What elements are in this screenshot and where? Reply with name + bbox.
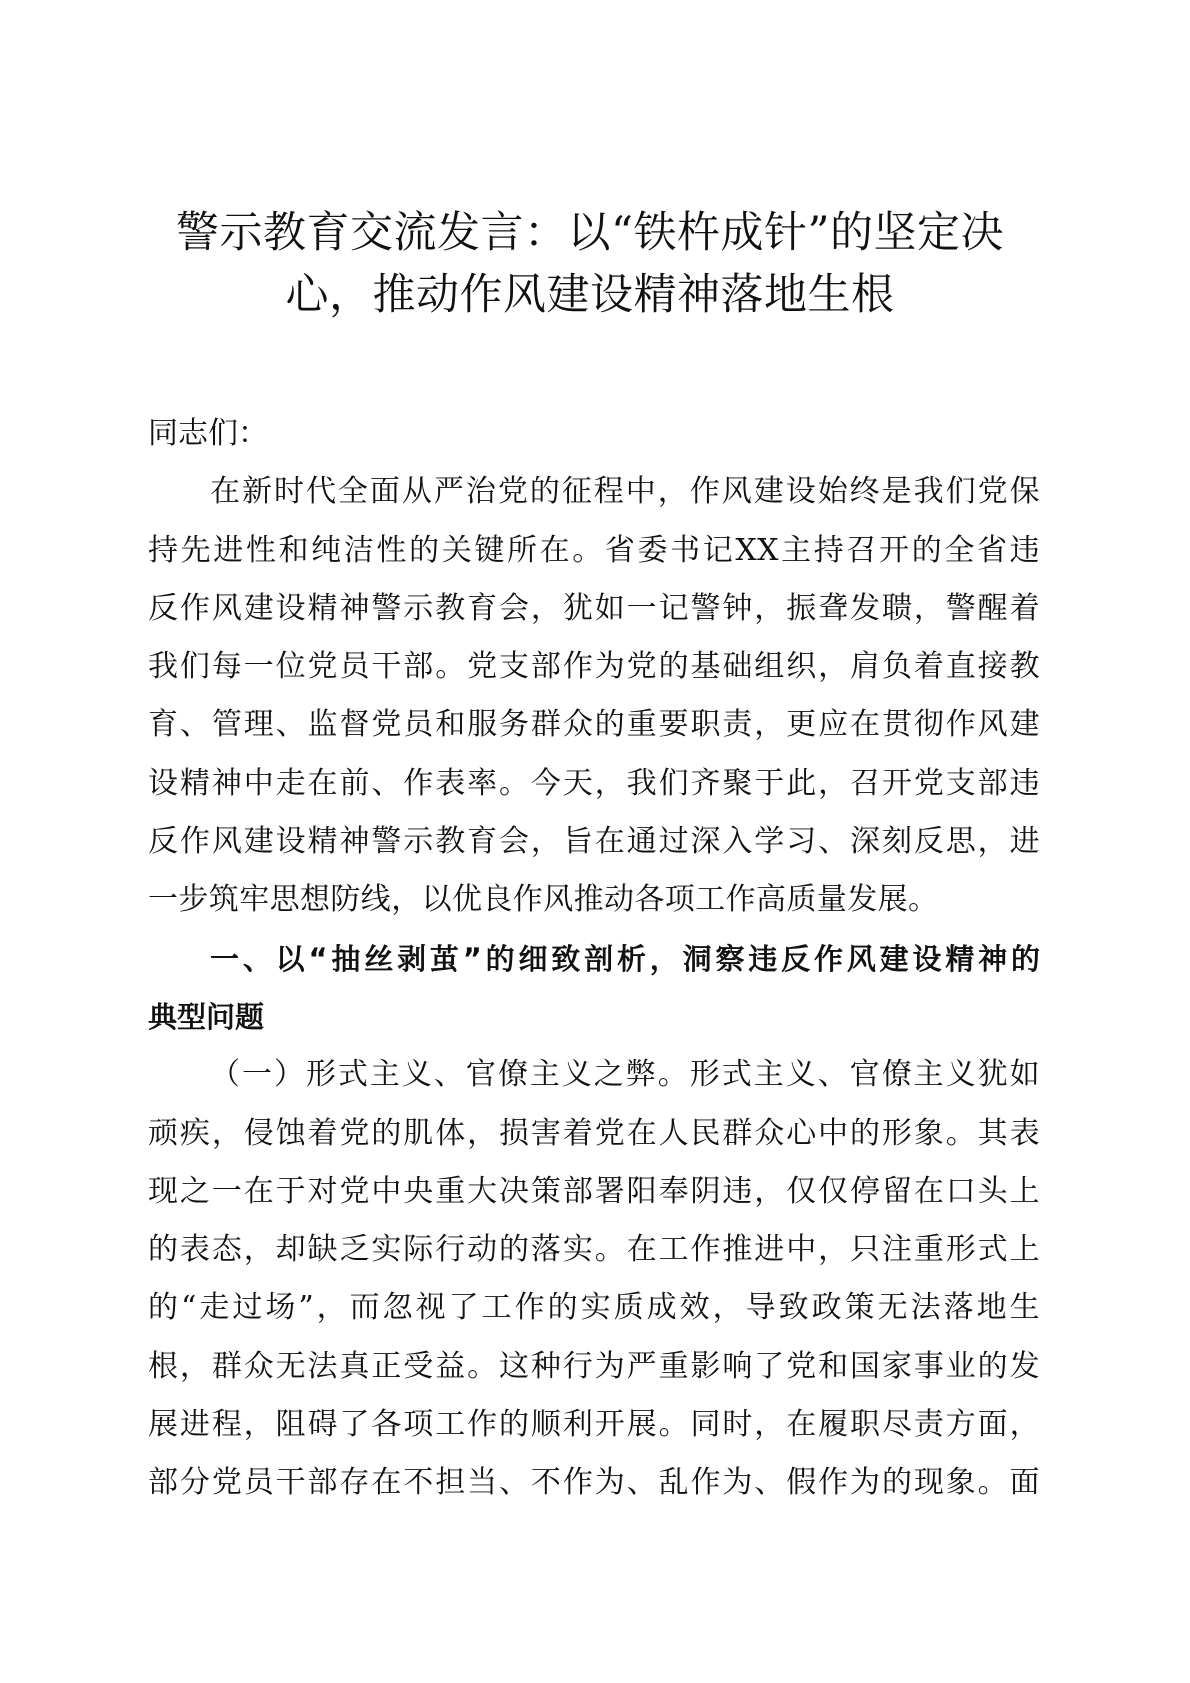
subsection-line: 展进程，阻碍了各项工作的顺利开展。同时，在履职尽责方面， (148, 1407, 1040, 1443)
intro-line: 在新时代全面从严治党的征程中，作风建设始终是我们党保 (210, 474, 1040, 510)
subsection-lead: （一）形式主义、官僚主义之弊。 (210, 1057, 690, 1093)
subsection-line: 的“走过场”，而忽视了工作的实质成效，导致政策无法落地生 (148, 1290, 1040, 1326)
subsection-line: 根，群众无法真正受益。这种行为严重影响了党和国家事业的发 (148, 1348, 1040, 1384)
intro-line: 持先进性和纯洁性的关键所在。省委书记XX主持召开的全省违 (148, 532, 1040, 568)
subsection-line: 现之一在于对党中央重大决策部署阳奉阴违，仅仅停留在口头上 (148, 1173, 1040, 1209)
salutation: 同志们： (148, 416, 268, 451)
subsection-line: 的表态，却缺乏实际行动的落实。在工作推进中，只注重形式上 (148, 1232, 1040, 1268)
subsection-paragraph (148, 1046, 1040, 1512)
document-body (148, 405, 1040, 1513)
subsection-first-line (148, 1046, 1040, 1104)
section-heading-line-2: 典型问题 (148, 999, 265, 1034)
title-line-2: 心，推动作风建设精神落地生根 (285, 270, 895, 320)
document-title (140, 202, 1040, 326)
intro-line: 反作风建设精神警示教育会，旨在通过深入学习、深刻反思，进 (148, 824, 1040, 860)
section-heading-line-1: 一、以“抽丝剥茧”的细致剖析，洞察违反作风建设精神的 (210, 941, 1040, 976)
intro-paragraph (148, 463, 1040, 929)
subsection-line: 顽疾，侵蚀着党的肌体，损害着党在人民群众心中的形象。其表 (148, 1115, 1040, 1151)
intro-line: 我们每一位党员干部。党支部作为党的基础组织，肩负着直接教 (148, 649, 1040, 685)
title-line-1: 警示教育交流发言：以“铁杵成针”的坚定决 (176, 208, 1004, 258)
subsection-line: 部分党员干部存在不担当、不作为、乱作为、假作为的现象。面 (148, 1465, 1040, 1501)
subsection-first-line-rest: 形式主义、官僚主义犹如 (689, 1057, 1041, 1093)
section-heading (148, 930, 1040, 1047)
intro-line: 一步筑牢思想防线，以优良作风推动各项工作高质量发展。 (148, 882, 939, 918)
intro-line: 育、管理、监督党员和服务群众的重要职责，更应在贯彻作风建 (148, 707, 1040, 743)
intro-line: 反作风建设精神警示教育会，犹如一记警钟，振聋发聩，警醒着 (148, 590, 1040, 626)
intro-line: 设精神中走在前、作表率。今天，我们齐聚于此，召开党支部违 (148, 765, 1040, 801)
